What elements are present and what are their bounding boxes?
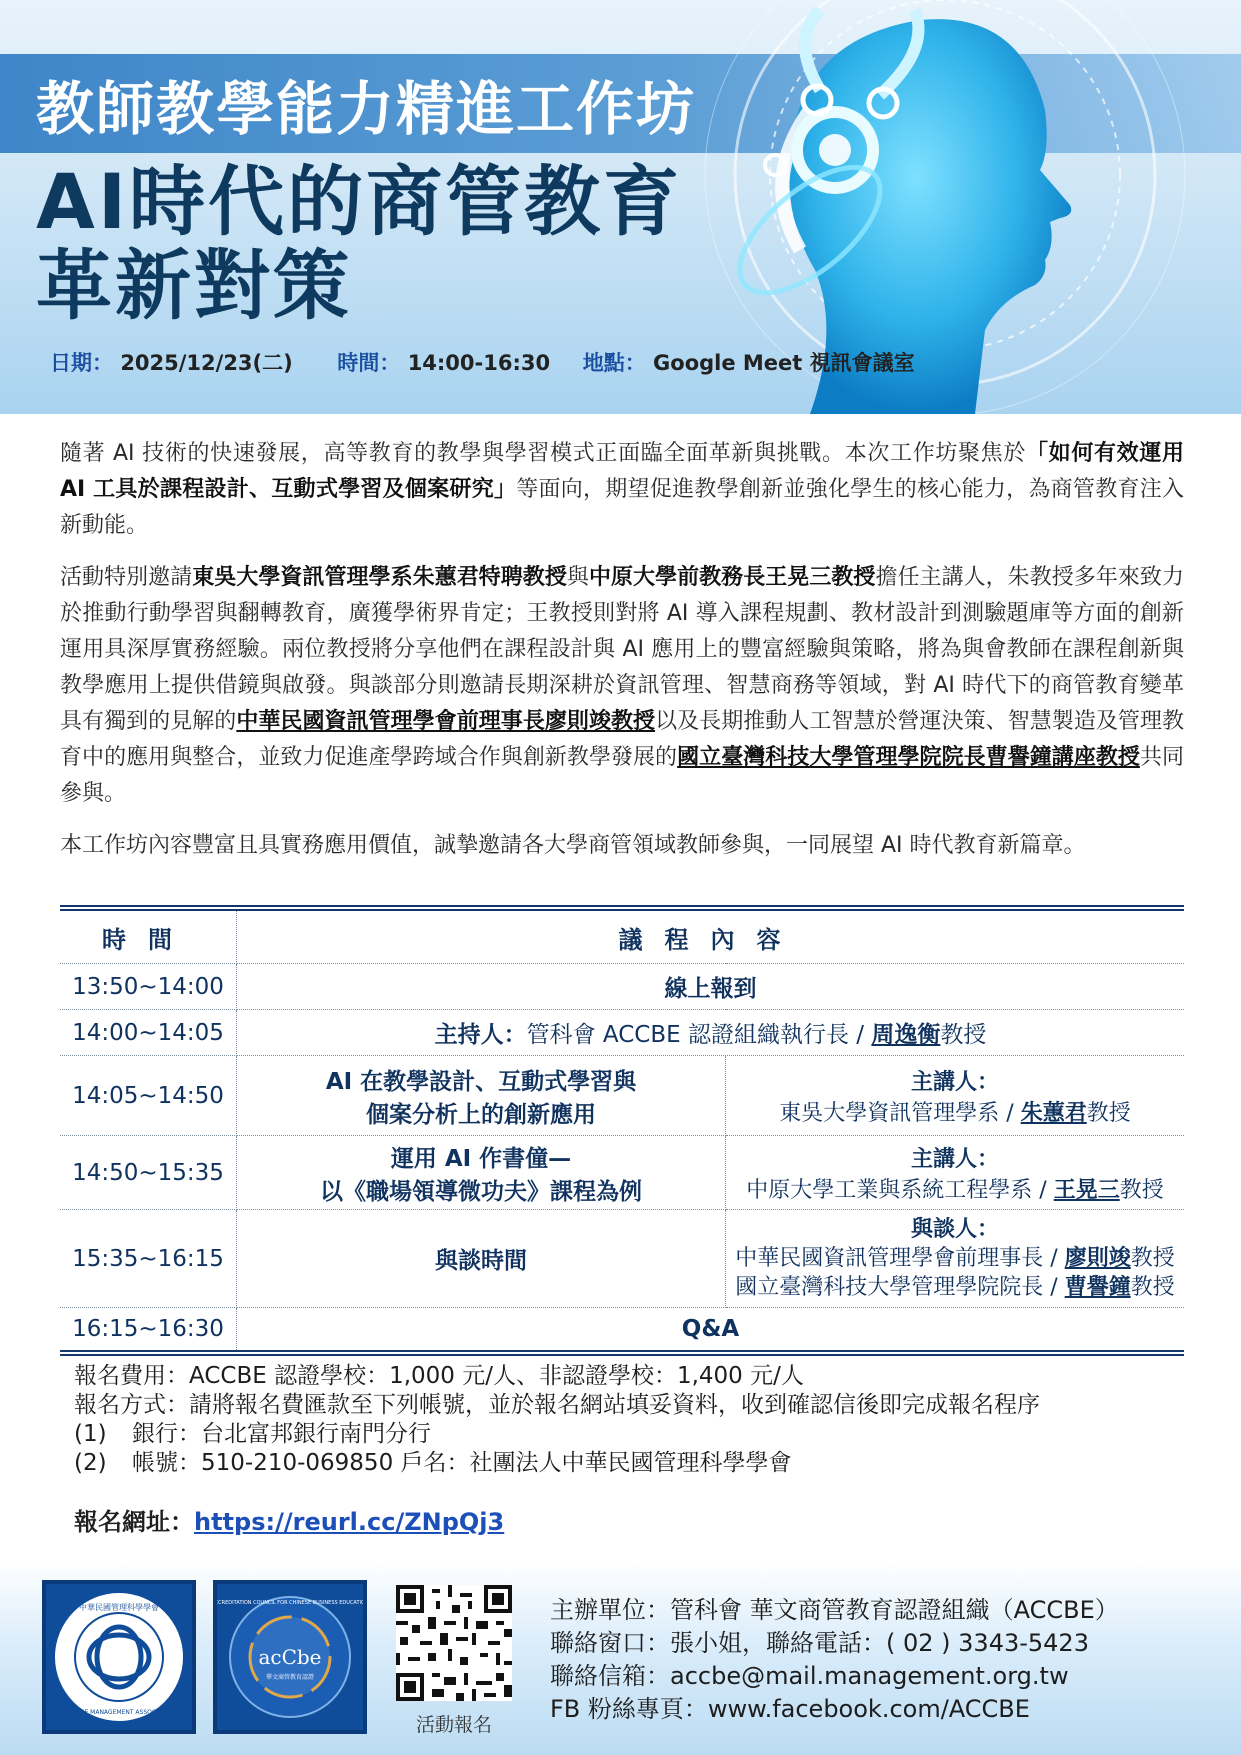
facebook-page: FB 粉絲專頁：www.facebook.com/ACCBE [550,1695,1030,1723]
time-label: 時間： [337,351,401,375]
svg-text:acCbe: acCbe [258,1645,322,1669]
row-time: 13:50~14:00 [60,964,237,1010]
registration-link[interactable]: https://reurl.cc/ZNpQj3 [194,1508,505,1536]
title-line-1: AI時代的商管教育 [36,157,683,246]
row-content: Q&A [237,1308,1185,1350]
registration-info [74,1362,1040,1478]
time-value: 14:00-16:30 [407,351,551,375]
account-line: (2) 帳號：510-210-069850 戶名：社團法人中華民國管理科學學會 [74,1450,792,1476]
qr-caption: 活動報名 [415,1714,492,1736]
intro-section [60,436,1184,880]
venue-value: Google Meet 視訊會議室 [653,351,915,375]
row-time: 15:35~16:15 [60,1210,237,1308]
intro-paragraph-3: 本工作坊內容豐富且具實務應用價值，誠摯邀請各大學商管領域教師參與，一同展望 AI 時代教育新篇章。 [60,833,1086,858]
row-speaker: 主講人： 中原大學工業與系統工程學系 / 王晃三教授 [726,1136,1185,1210]
row-time: 14:05~14:50 [60,1056,237,1136]
intro-paragraph-1: 隨著 AI 技術的快速發展，高等教育的教學與學習模式正面臨全面革新與挑戰。本次工作坊聚焦於「如何有效運用 AI 工具於課程設計、互動式學習及個案研究」等面向，期望促進教學創新並強化學生的核心能力，為商管教育注入新動能。 [60,441,1184,538]
cma-logo [42,1580,196,1734]
row-content: 主持人：管科會 ACCBE 認證組織執行長 / 周逸衡教授 [237,1010,1185,1056]
agenda-header-row [60,911,1184,964]
organizer: 主辦單位：管科會 華文商管教育認證組織（ACCBE） [550,1596,1119,1624]
header-content: 議程內容 [237,911,1185,964]
row-time: 14:50~15:35 [60,1136,237,1210]
registration-url-label: 報名網址： [74,1508,194,1536]
registration-url [74,1502,504,1537]
page-title [36,157,683,330]
organizer-info [550,1594,1119,1726]
table-row [60,1056,1184,1136]
hero-banner [0,0,1241,414]
row-topic: AI 在教學設計、互動式學習與 個案分析上的創新應用 [237,1056,726,1136]
contact: 聯絡窗口：張小姐，聯絡電話：( 02 ) 3343-5423 [550,1629,1089,1657]
accbe-logo [213,1580,367,1734]
agenda-table [60,905,1184,1356]
row-time: 16:15~16:30 [60,1308,237,1350]
intro-paragraph-2: 活動特別邀請東吳大學資訊管理學系朱蕙君特聘教授與中原大學前教務長王晃三教授擔任主講人，朱教授多年來致力於推動行動學習與翻轉教育，廣獲學術界肯定；王教授則對將 AI 導入課程規劃、教材設計到測驗題庫等方面的創新運用具深厚實務經驗。兩位教授將分享他們在課程設計與 AI 應用上的豐富經驗與策略，將為與會教師在課程創新與教學應用上提供借鏡與啟發。與談部分則邀請長期深耕於資訊管理、智慧商務等領域，對 AI 時代下的商管教育變革具有獨到的見解的中華民國資訊管理學會前理事長廖則竣教授以及長期推動人工智慧於營運決策、智慧製造及管理教育中的應用與整合，並致力促進產學跨域合作與創新教學發展的國立臺灣科技大學管理學院院長曹譽鐘講座教授共同參與。 [60,565,1184,806]
row-topic: 運用 AI 作書僮— 以《職場領導微功夫》課程為例 [237,1136,726,1210]
qr-code[interactable] [396,1585,512,1701]
venue-label: 地點： [582,351,646,375]
registration-fee: 報名費用：ACCBE 認證學校：1,000 元/人、非認證學校：1,400 元/人 [74,1363,804,1389]
table-row [60,1308,1184,1350]
table-row [60,1210,1184,1308]
svg-text:中華民國管理科學學會: 中華民國管理科學學會 [79,1603,159,1612]
hero-kicker: 教師教學能力精進工作坊 [36,75,697,143]
cma-logo-icon [46,1584,192,1730]
email: 聯絡信箱：accbe@mail.management.org.tw [550,1662,1069,1690]
table-row [60,964,1184,1010]
bank-line: (1) 銀行：台北富邦銀行南門分行 [74,1421,431,1447]
row-speaker: 與談人： 中華民國資訊管理學會前理事長 / 廖則竣教授 國立臺灣科技大學管理學院院長 / 曹譽鐘教授 [726,1210,1185,1308]
svg-text:華文商管教育認證: 華文商管教育認證 [265,1674,315,1681]
table-row [60,1010,1184,1056]
accbe-logo-icon [217,1584,363,1730]
header-time: 時間 [60,911,237,964]
svg-text:CHINESE MANAGEMENT ASSOCIATION: CHINESE MANAGEMENT ASSOCIATION [61,1709,177,1716]
registration-method: 報名方式：請將報名費匯款至下列帳號，並於報名網站填妥資料，收到確認信後即完成報名程序 [74,1392,1040,1418]
table-row [60,1136,1184,1210]
row-speaker: 主講人： 東吳大學資訊管理學系 / 朱蕙君教授 [726,1056,1185,1136]
svg-text:ACCREDITATION COUNCIL FOR CHIN: ACCREDITATION COUNCIL FOR CHINESE BUSINESS EDUCATION [217,1600,363,1606]
row-topic: 與談時間 [237,1210,726,1308]
title-line-2: 革新對策 [36,241,352,330]
date-label: 日期： [50,351,113,375]
row-content: 線上報到 [237,964,1185,1010]
date-value: 2025/12/23(二) [120,351,293,375]
row-time: 14:00~14:05 [60,1010,237,1056]
event-meta [50,347,915,377]
